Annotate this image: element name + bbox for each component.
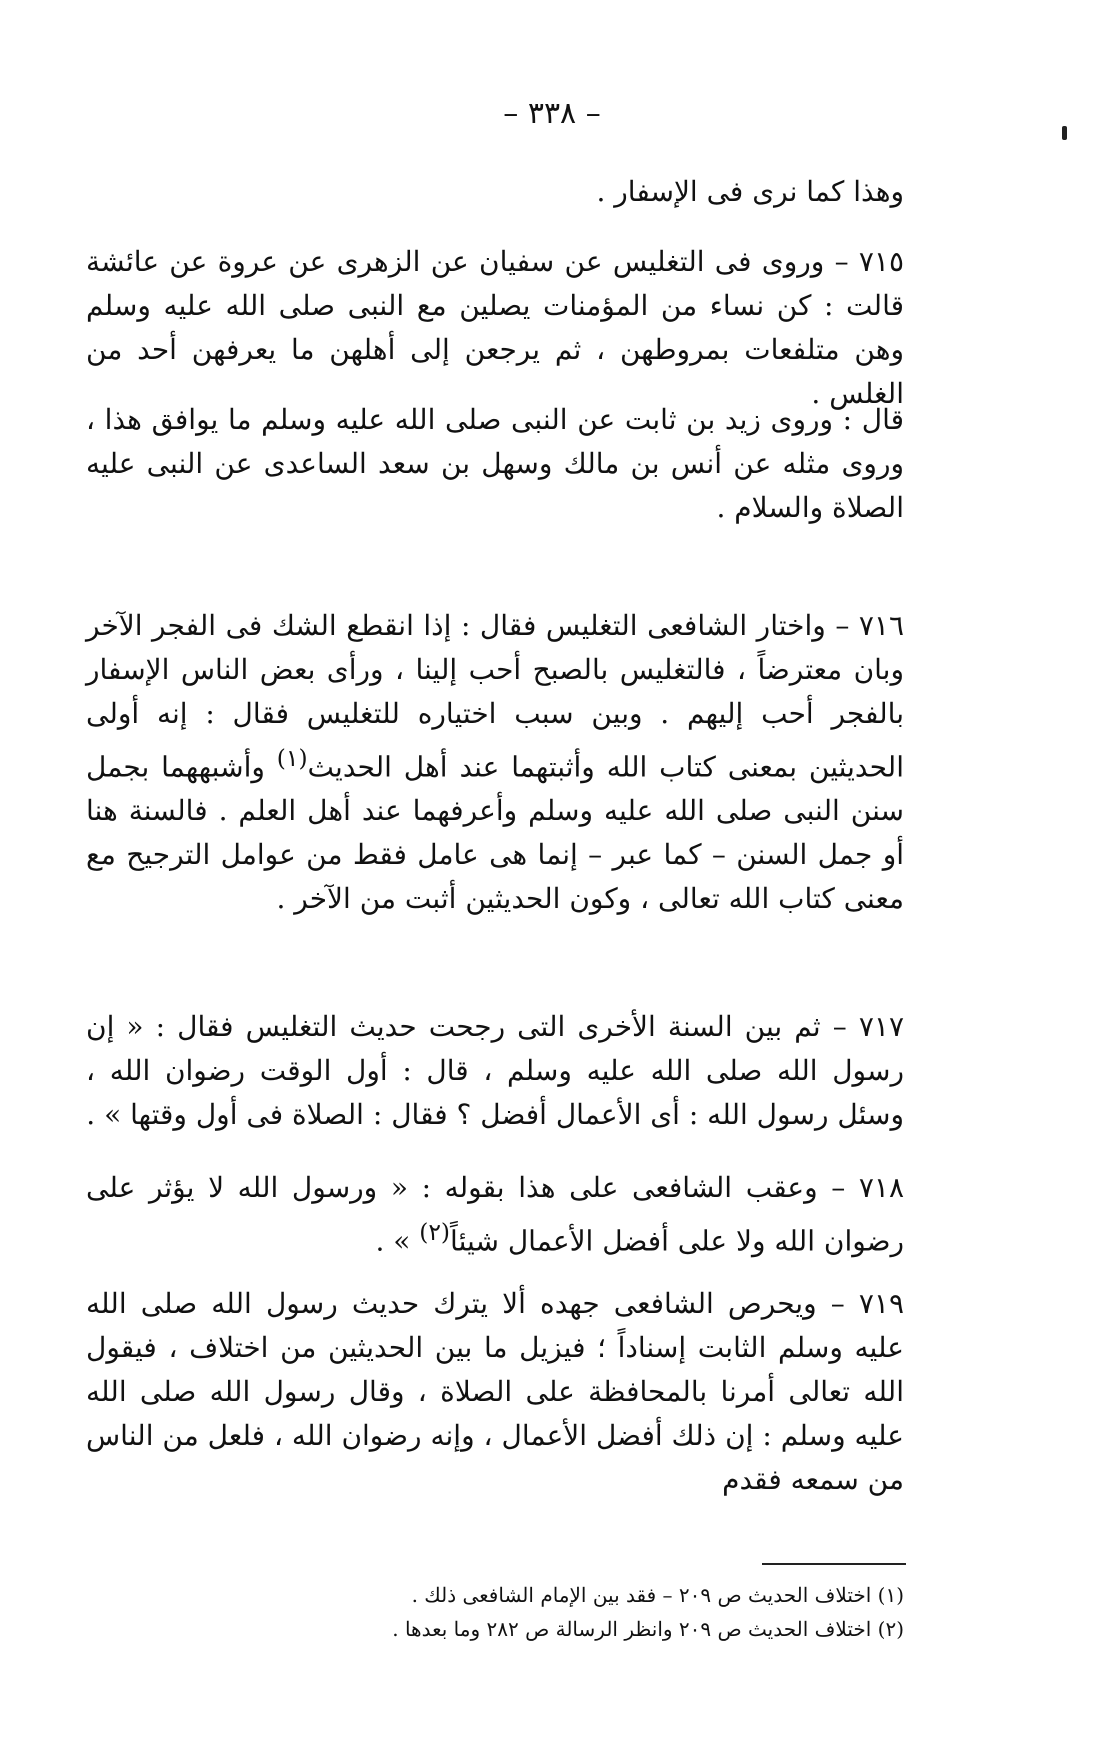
paragraph-text: ثم بين السنة الأخرى التى رجحت حديث التغليس فقال : « إن رسول الله صلى الله عليه وسلم ، قال : أول الوقت رضوان الله ، وسئل رسول الله : أى الأعمال أفضل ؟ فقال : الصلاة فى أول وقتها » . [86,1010,904,1131]
footnote-1: (١) اختلاف الحديث ص ٢٠٩ – فقد بين الإمام الشافعى ذلك . [411,1583,904,1607]
paragraph-text: ويحرص الشافعى جهده ألا يترك حديث رسول الله صلى الله عليه وسلم الثابت إسناداً ؛ فيزيل ما بين الحديثين من اختلاف ، فيقول الله تعالى أمرنا بالمحافظة على الصلاة ، وقال رسول الله صلى الله عليه وسلم : إن ذلك أفضل الأعمال ، وإنه رضوان الله ، فلعل من الناس من سمعه فقدم [86,1287,904,1496]
paragraph-715 [86,240,904,416]
footnote-marker: (١) [276,744,308,772]
paragraph-body [86,1005,904,1137]
paragraph-text: » . [375,1224,420,1258]
paragraph-number: ٧١٥ – [824,245,904,278]
paragraph-number: ٧١٧ – [820,1010,904,1043]
paragraph-718 [86,1166,904,1263]
paragraph-body [86,604,904,921]
page-number: – ٣٣٨ – [503,96,601,131]
paragraph-text: وعقب الشافعى على هذا بقوله : « ورسول الله لا يؤثر على رضوان الله ولا على أفضل الأعمال شيئاً [86,1171,904,1258]
footnotes [86,1578,904,1646]
footnote-2: (٢) اختلاف الحديث ص ٢٠٩ وانظر الرسالة ص ٢٨٢ وما بعدها . [392,1617,904,1641]
footnote-divider [762,1563,906,1565]
paragraph-717 [86,1005,904,1137]
paragraph-qal [86,398,904,530]
paragraph-text: وروى فى التغليس عن سفيان عن الزهرى عن عروة عن عائشة قالت : كن نساء من المؤمنات يصلين مع النبى صلى الله عليه وسلم وهن متلفعات بمروطهن ، ثم يرجعن إلى أهلهن ما يعرفهن أحد من الغلس . [86,245,904,410]
paragraph-716 [86,604,904,921]
paragraph-body [86,240,904,416]
paragraph-text: قال : وروى زيد بن ثابت عن النبى صلى الله عليه وسلم ما يوافق هذا ، وروى مثله عن أنس بن مالك وسهل بن سعد الساعدى عن النبى عليه الصلاة والسلام . [86,403,904,524]
paragraph-text: واختار الشافعى التغليس فقال : إذا انقطع الشك فى الفجر الآخر وبان معترضاً ، فالتغليس بالصبح أحب إلينا ، ورأى بعض الناس الإسفار بالفجر أحب إليهم . وبين سبب اختياره للتغليس فقال : إنه أولى الحديثين بمعنى كتاب الله وأثبتهما عند أهل الحديث [86,609,904,784]
paragraph-text: وهذا كما نرى فى الإسفار . [596,175,904,208]
paragraph-719 [86,1282,904,1502]
paragraph-number: ٧١٩ – [816,1287,904,1320]
paragraph-text: وأشبههما بجمل سنن النبى صلى الله عليه وسلم وأعرفهما عند أهل العلم . فالسنة هنا أو جمل السنن – كما عبر – إنما هى عامل فقط من عوامل الترجيح مع معنى كتاب الله تعالى ، وكون الحديثين أثبت من الآخر . [86,750,904,916]
paragraph-number: ٧١٦ – [825,609,904,642]
paragraph-number: ٧١٨ – [817,1171,904,1204]
paragraph-intro [86,170,904,214]
paragraph-body [86,1166,904,1263]
paragraph-body [86,1282,904,1502]
footnote-marker: (٢) [419,1218,451,1246]
